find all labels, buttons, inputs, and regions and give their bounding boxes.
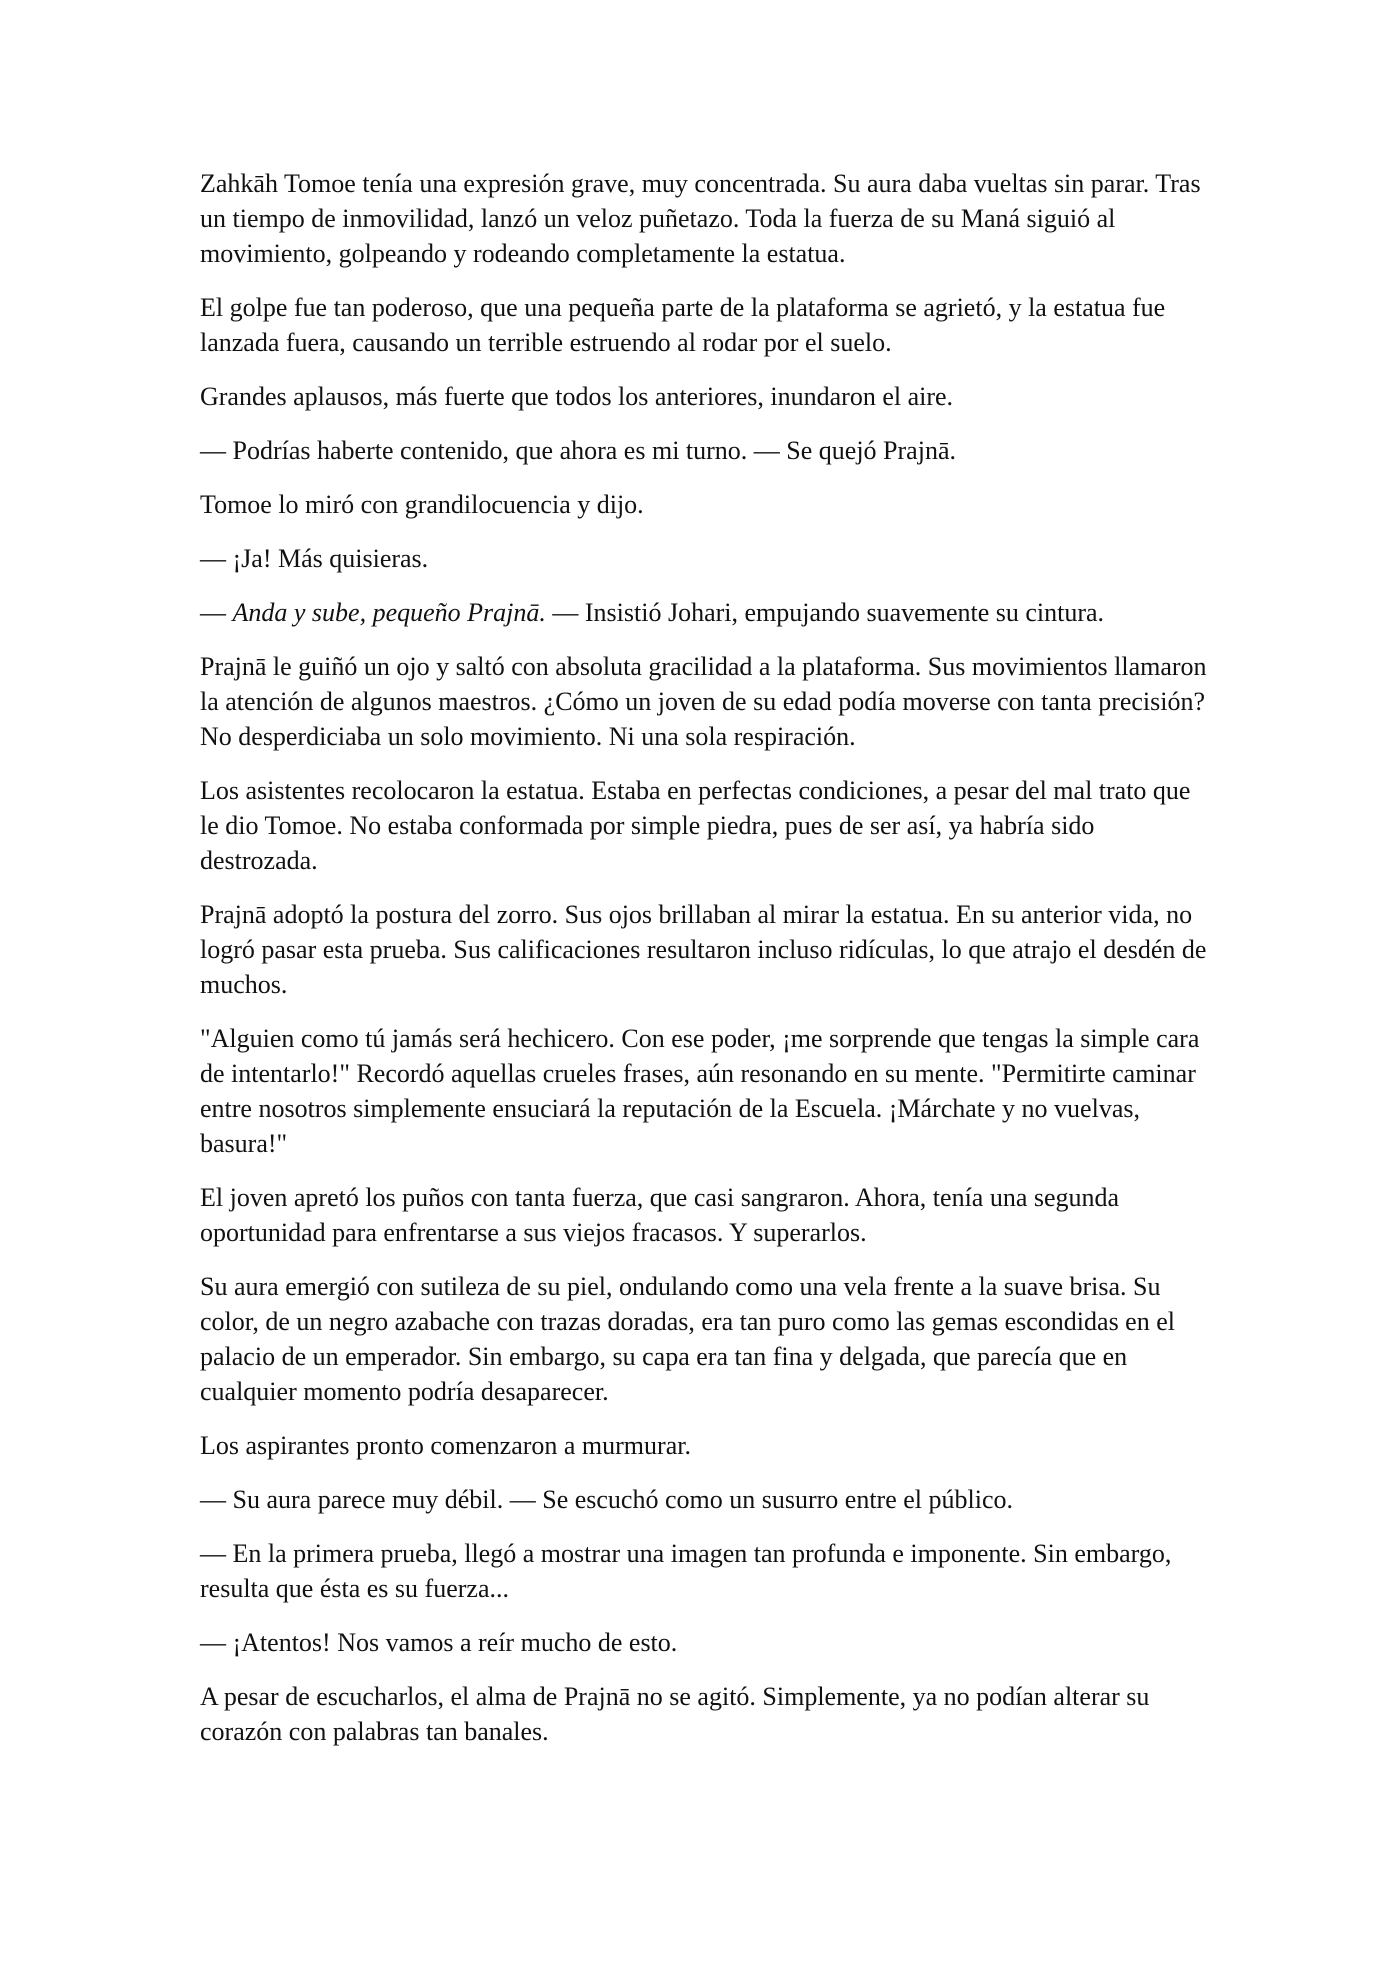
dialogue-tag: — Insistió Johari, empujando suavemente su cintura.	[545, 598, 1105, 627]
paragraph-11: "Alguien como tú jamás será hechicero. Con ese poder, ¡me sorprende que tengas la simple cara de intentarlo!" Recordó aquellas crueles frases, aún resonando en su mente. "Permitirte caminar entre nosotros simplemente ensuciará la reputación de la Escuela. ¡Márchate y no vuelvas, basura!"	[200, 1024, 1200, 1158]
dialogue-first-test: — En la primera prueba, llegó a mostrar una imagen tan profunda e imponente. Sin embargo, resulta que ésta es su fuerza...	[200, 1539, 1172, 1603]
paragraph-13: Su aura emergió con sutileza de su piel, ondulando como una vela frente a la suave brisa. Su color, de un negro azabache con trazas doradas, era tan puro como las gemas escondidas en el palacio de un emperador. Sin embargo, su capa era tan fina y delgada, que parecía que en cualquier momento podría desaparecer.	[200, 1272, 1175, 1406]
dialogue-johari	[200, 595, 1210, 630]
dialogue-attention: — ¡Atentos! Nos vamos a reír mucho de esto.	[200, 1628, 678, 1657]
paragraph-8: Prajnā le guiñó un ojo y saltó con absoluta gracilidad a la plataforma. Sus movimientos llamaron la atención de algunos maestros. ¿Cómo un joven de su edad podía moverse con tanta precisión? No desperdiciaba un solo movimiento. Ni una sola respiración.	[200, 652, 1207, 751]
dialogue-tomoe-reply: — ¡Ja! Más quisieras.	[200, 544, 429, 573]
paragraph-18: A pesar de escucharlos, el alma de Prajnā no se agitó. Simplemente, ya no podían alterar su corazón con palabras tan banales.	[200, 1682, 1150, 1746]
paragraph-10: Prajnā adoptó la postura del zorro. Sus ojos brillaban al mirar la estatua. En su anterior vida, no logró pasar esta prueba. Sus calificaciones resultaron incluso ridículas, lo que atrajo el desdén de muchos.	[200, 900, 1207, 999]
paragraph-3: Grandes aplausos, más fuerte que todos los anteriores, inundaron el aire.	[200, 382, 954, 411]
paragraph-12: El joven apretó los puños con tanta fuerza, que casi sangraron. Ahora, tenía una segunda oportunidad para enfrentarse a sus viejos fracasos. Y superarlos.	[200, 1183, 1120, 1247]
paragraph-14: Los aspirantes pronto comenzaron a murmurar.	[200, 1431, 691, 1460]
dialogue-prajna-complaint: — Podrías haberte contenido, que ahora es mi turno. — Se quejó Prajnā.	[200, 436, 956, 465]
paragraph-2: El golpe fue tan poderoso, que una pequeña parte de la plataforma se agrietó, y la estatua fue lanzada fuera, causando un terrible estruendo al rodar por el suelo.	[200, 293, 1166, 357]
document-page	[200, 166, 1210, 1768]
paragraph-9: Los asistentes recolocaron la estatua. Estaba en perfectas condiciones, a pesar del mal trato que le dio Tomoe. No estaba conformada por simple piedra, pues de ser así, ya habría sido destrozada.	[200, 776, 1191, 875]
paragraph-5: Tomoe lo miró con grandilocuencia y dijo.	[200, 490, 644, 519]
italic-dialogue: Anda y sube, pequeño Prajnā.	[232, 598, 546, 627]
dialogue-whisper: — Su aura parece muy débil. — Se escuchó como un susurro entre el público.	[200, 1485, 1013, 1514]
dialogue-dash: —	[200, 598, 233, 627]
paragraph-1: Zahkāh Tomoe tenía una expresión grave, muy concentrada. Su aura daba vueltas sin parar. Tras un tiempo de inmovilidad, lanzó un veloz puñetazo. Toda la fuerza de su Maná siguió al movimiento, golpeando y rodeando completamente la estatua.	[200, 169, 1201, 268]
